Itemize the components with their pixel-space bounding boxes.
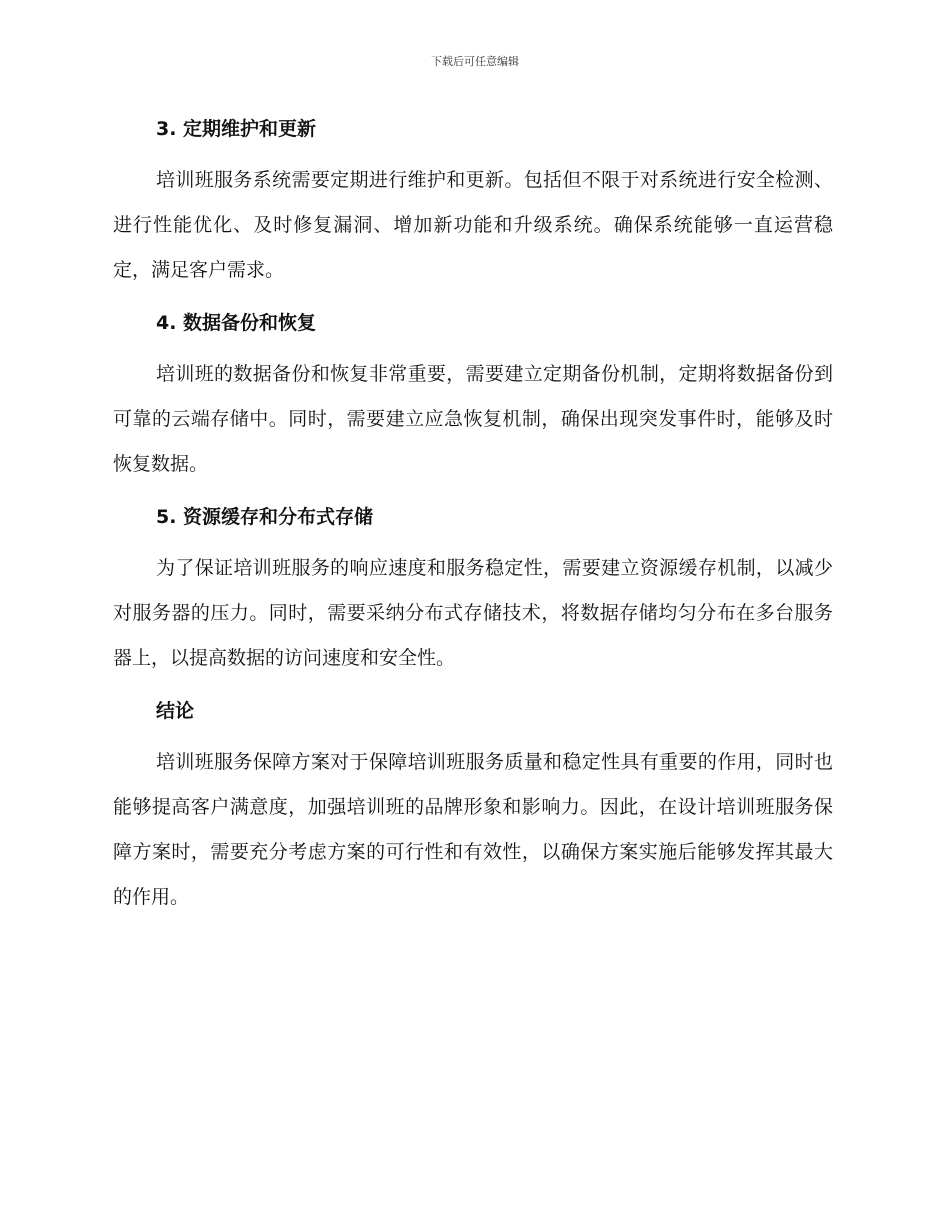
section-conclusion: [113, 694, 833, 920]
section-heading: 3. 定期维护和更新: [156, 118, 317, 140]
section-heading: 5. 资源缓存和分布式存储: [156, 506, 374, 528]
section-paragraph: 培训班服务保障方案对于保障培训班服务质量和稳定性具有重要的作用，同时也能够提高客户满意度，加强培训班的品牌形象和影响力。因此，在设计培训班服务保障方案时，需要充分考虑方案的可行性和有效性，以确保方案实施后能够发挥其最大的作用。: [113, 751, 833, 908]
section-cache-storage: [113, 500, 833, 681]
section-paragraph: 培训班的数据备份和恢复非常重要，需要建立定期备份机制，定期将数据备份到可靠的云端存储中。同时，需要建立应急恢复机制，确保出现突发事件时，能够及时恢复数据。: [113, 363, 833, 475]
page-header: 下载后可任意编辑: [431, 55, 519, 68]
section-paragraph: 为了保证培训班服务的响应速度和服务稳定性，需要建立资源缓存机制，以减少对服务器的压力。同时，需要采纳分布式存储技术，将数据存储均匀分布在多台服务器上，以提高数据的访问速度和安全性。: [113, 557, 833, 669]
section-maintenance: [113, 112, 833, 293]
document-body: [113, 112, 833, 933]
section-heading: 结论: [156, 700, 195, 722]
section-paragraph: 培训班服务系统需要定期进行维护和更新。包括但不限于对系统进行安全检测、进行性能优化、及时修复漏洞、增加新功能和升级系统。确保系统能够一直运营稳定，满足客户需求。: [113, 169, 833, 281]
section-backup: [113, 306, 833, 487]
section-heading: 4. 数据备份和恢复: [156, 312, 317, 334]
